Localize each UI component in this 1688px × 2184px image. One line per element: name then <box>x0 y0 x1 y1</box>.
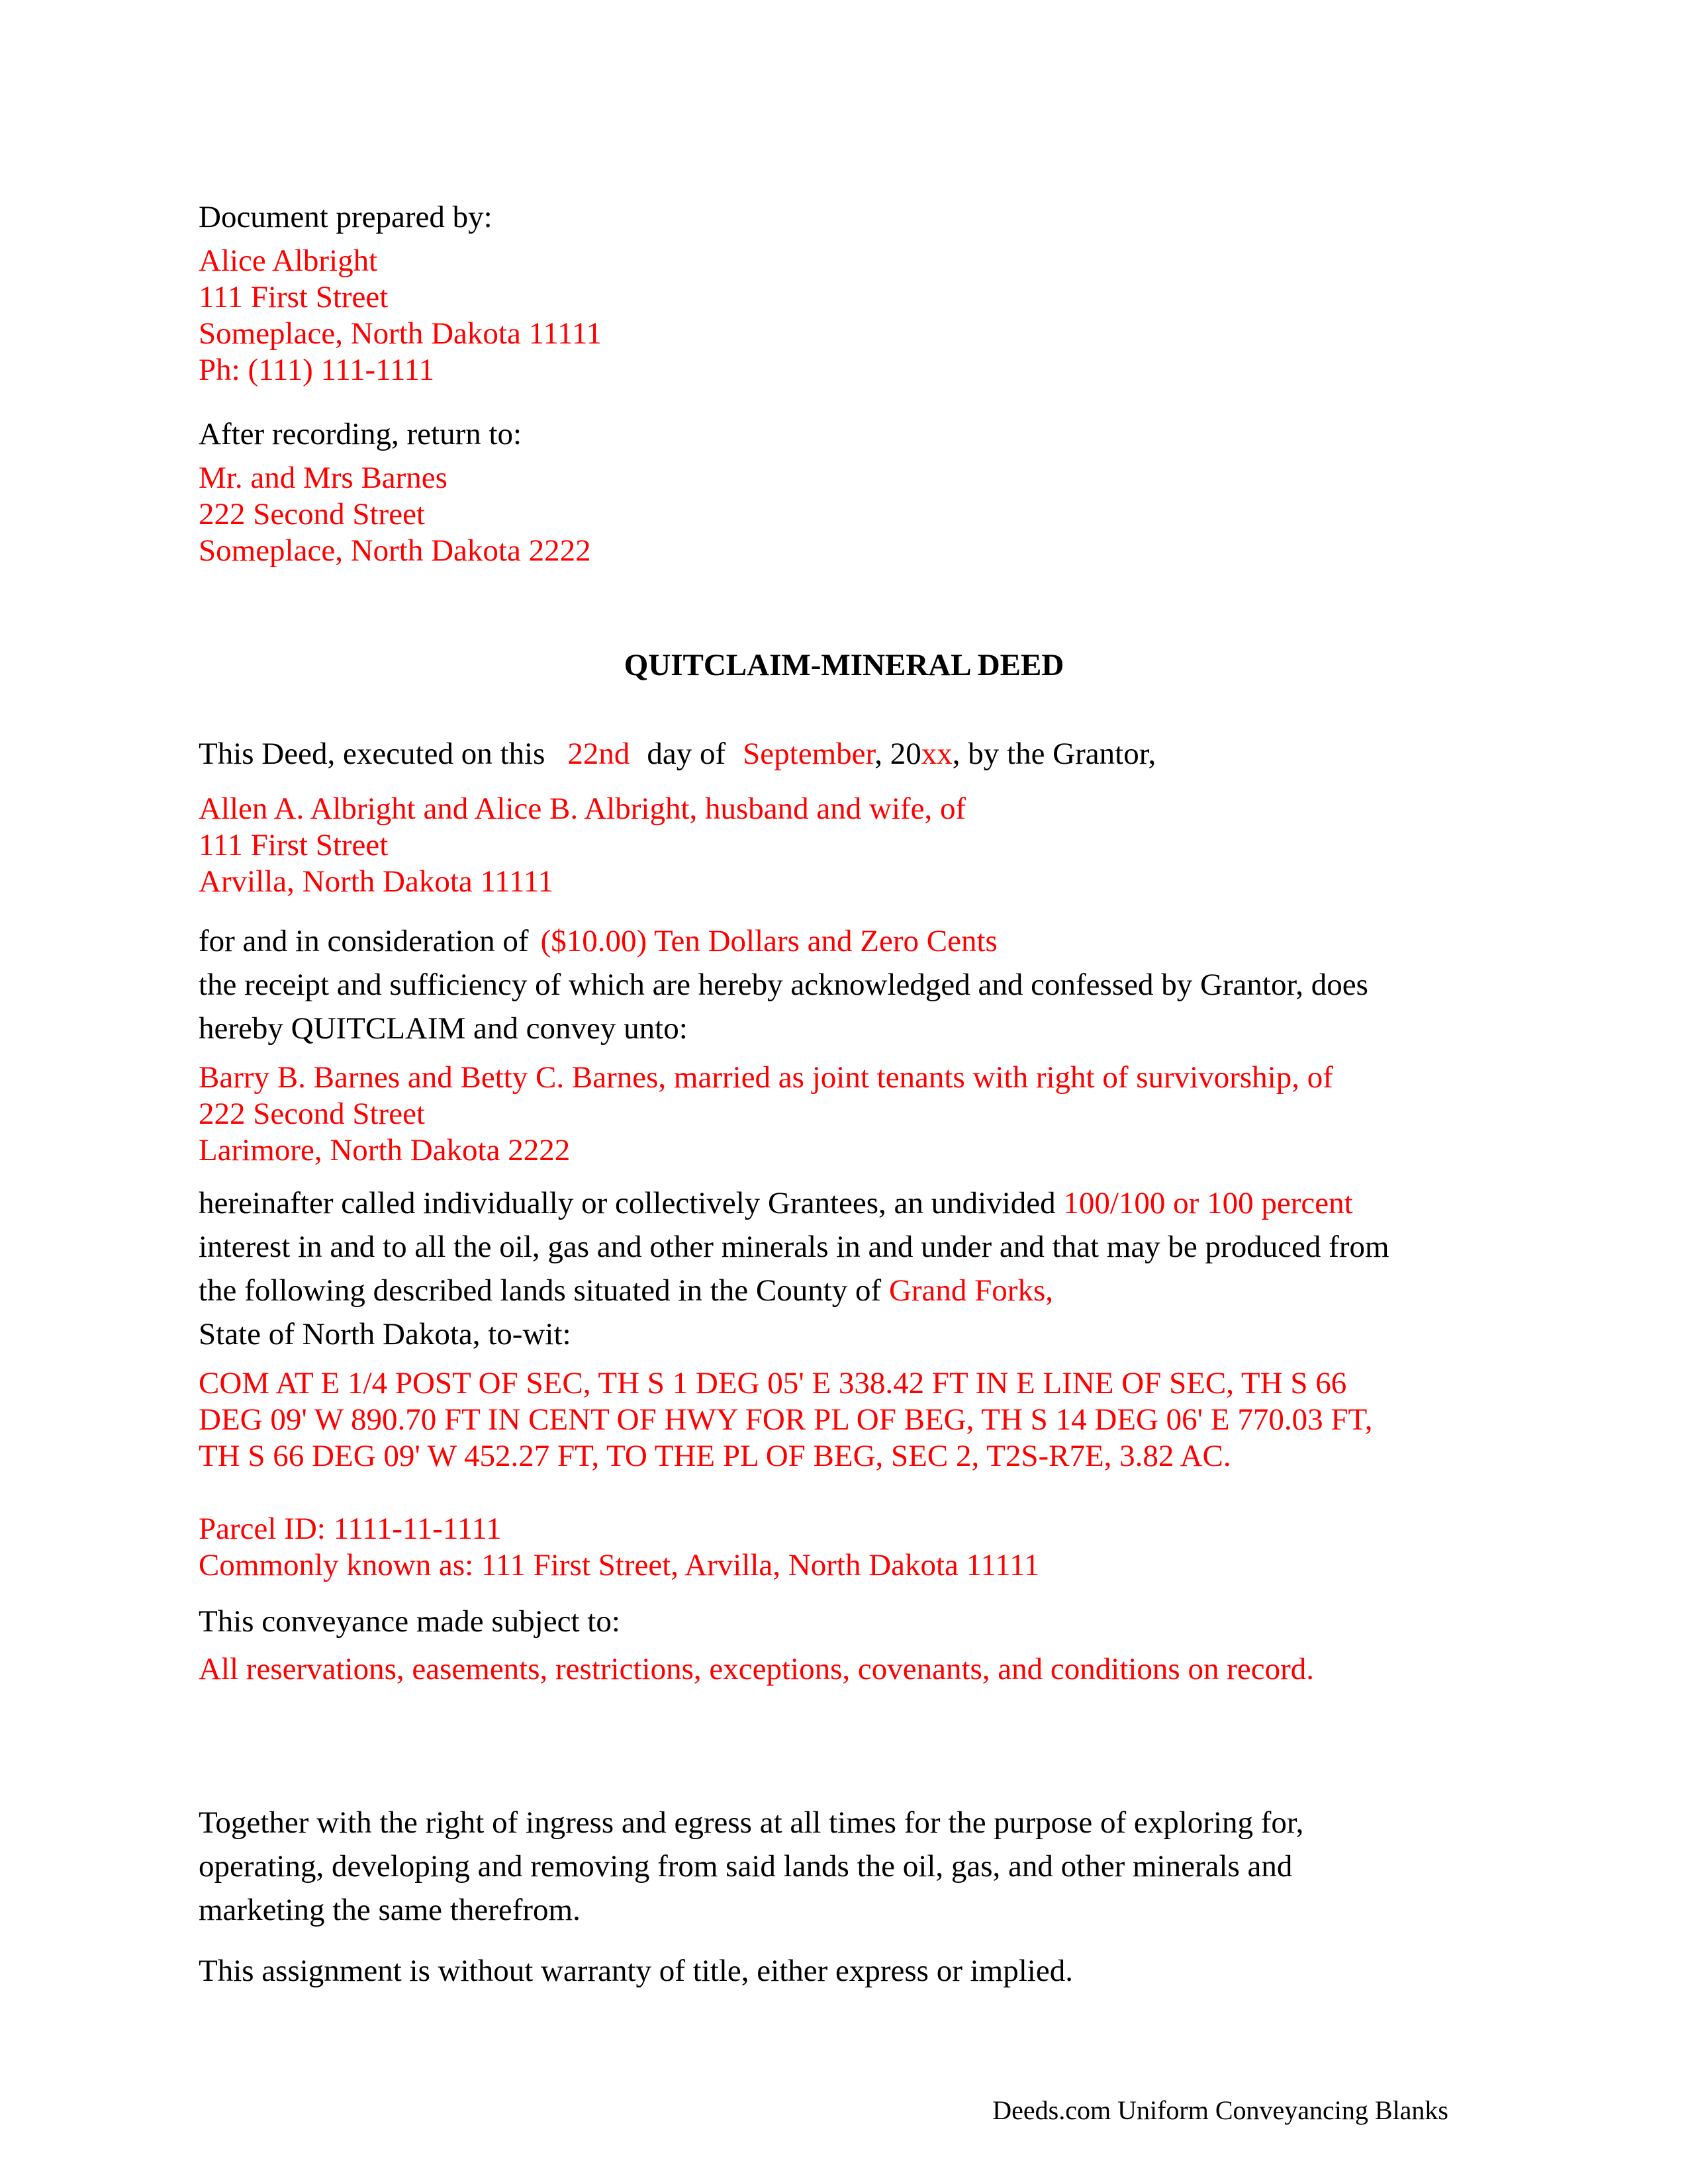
subject-to-text: All reservations, easements, restrictions, exceptions, covenants, and conditions on record. <box>199 1652 1315 1686</box>
execution-line <box>199 735 1156 772</box>
grantee-names: Barry B. Barnes and Betty C. Barnes, married as joint tenants with right of survivorship, of <box>199 1060 1333 1095</box>
consideration-amount: ($10.00) Ten Dollars and Zero Cents <box>540 924 998 958</box>
consideration-line <box>199 923 998 960</box>
execution-day: 22nd <box>567 737 630 771</box>
preparer-street: 111 First Street <box>199 280 389 314</box>
grantee-city-state-zip: Larimore, North Dakota 2222 <box>199 1133 571 1167</box>
parcel-id: Parcel ID: 1111-11-1111 <box>199 1512 502 1546</box>
consideration-line-3: hereby QUITCLAIM and convey unto: <box>199 1011 688 1046</box>
interest-line-4: State of North Dakota, to-wit: <box>199 1317 571 1351</box>
interest-prefix: hereinafter called individually or collectively Grantees, an undivided <box>199 1186 1056 1220</box>
ingress-line: marketing the same therefrom. <box>199 1893 581 1927</box>
deed-title: QUITCLAIM-MINERAL DEED <box>624 648 1064 682</box>
return-to-street: 222 Second Street <box>199 497 425 531</box>
interest-county: Grand Forks, <box>888 1273 1053 1308</box>
execution-year-prefix: , 20 <box>874 737 921 771</box>
execution-by-grantor: , by the Grantor, <box>952 737 1156 771</box>
ingress-line: operating, developing and removing from said lands the oil, gas, and other minerals and <box>199 1849 1293 1884</box>
execution-month: September <box>743 737 875 771</box>
preparer-name: Alice Albright <box>199 244 378 278</box>
legal-description-line: COM AT E 1/4 POST OF SEC, TH S 1 DEG 05' E 338.42 FT IN E LINE OF SEC, TH S 66 <box>199 1366 1347 1400</box>
warranty-statement: This assignment is without warranty of title, either express or implied. <box>199 1954 1073 1988</box>
execution-prefix: This Deed, executed on this <box>199 737 545 771</box>
footer-text: Deeds.com Uniform Conveyancing Blanks <box>992 2095 1448 2125</box>
return-to-label: After recording, return to: <box>199 417 522 451</box>
consideration-line-2: the receipt and sufficiency of which are hereby acknowledged and confessed by Grantor, does <box>199 968 1368 1002</box>
subject-to-label: This conveyance made subject to: <box>199 1604 620 1639</box>
interest-line-3 <box>199 1272 1053 1309</box>
ingress-line: Together with the right of ingress and egress at all times for the purpose of exploring for, <box>199 1805 1304 1840</box>
consideration-prefix: for and in consideration of <box>199 924 529 958</box>
prepared-by-label: Document prepared by: <box>199 200 492 234</box>
legal-description-line: DEG 09' W 890.70 FT IN CENT OF HWY FOR PL OF BEG, TH S 14 DEG 06' E 770.03 FT, <box>199 1402 1373 1437</box>
preparer-city-state-zip: Someplace, North Dakota 11111 <box>199 316 602 351</box>
interest-line-1 <box>199 1185 1353 1222</box>
execution-day-of: day of <box>647 737 726 771</box>
return-to-city-state-zip: Someplace, North Dakota 2222 <box>199 533 591 568</box>
execution-year-suffix: xx <box>921 737 953 771</box>
grantor-city-state-zip: Arvilla, North Dakota 11111 <box>199 864 554 899</box>
interest-county-prefix: the following described lands situated in the County of <box>199 1273 882 1308</box>
interest-fraction: 100/100 or 100 percent <box>1063 1186 1353 1220</box>
grantor-names: Allen A. Albright and Alice B. Albright, husband and wife, of <box>199 792 966 826</box>
legal-description-line: TH S 66 DEG 09' W 452.27 FT, TO THE PL OF BEG, SEC 2, T2S-R7E, 3.82 AC. <box>199 1439 1231 1473</box>
return-to-name: Mr. and Mrs Barnes <box>199 461 447 495</box>
interest-line-2: interest in and to all the oil, gas and other minerals in and under and that may be produced from <box>199 1230 1389 1264</box>
grantee-street: 222 Second Street <box>199 1097 425 1131</box>
preparer-phone: Ph: (111) 111-1111 <box>199 353 434 387</box>
grantor-street: 111 First Street <box>199 828 389 862</box>
parcel-known-as: Commonly known as: 111 First Street, Arvilla, North Dakota 11111 <box>199 1548 1040 1582</box>
